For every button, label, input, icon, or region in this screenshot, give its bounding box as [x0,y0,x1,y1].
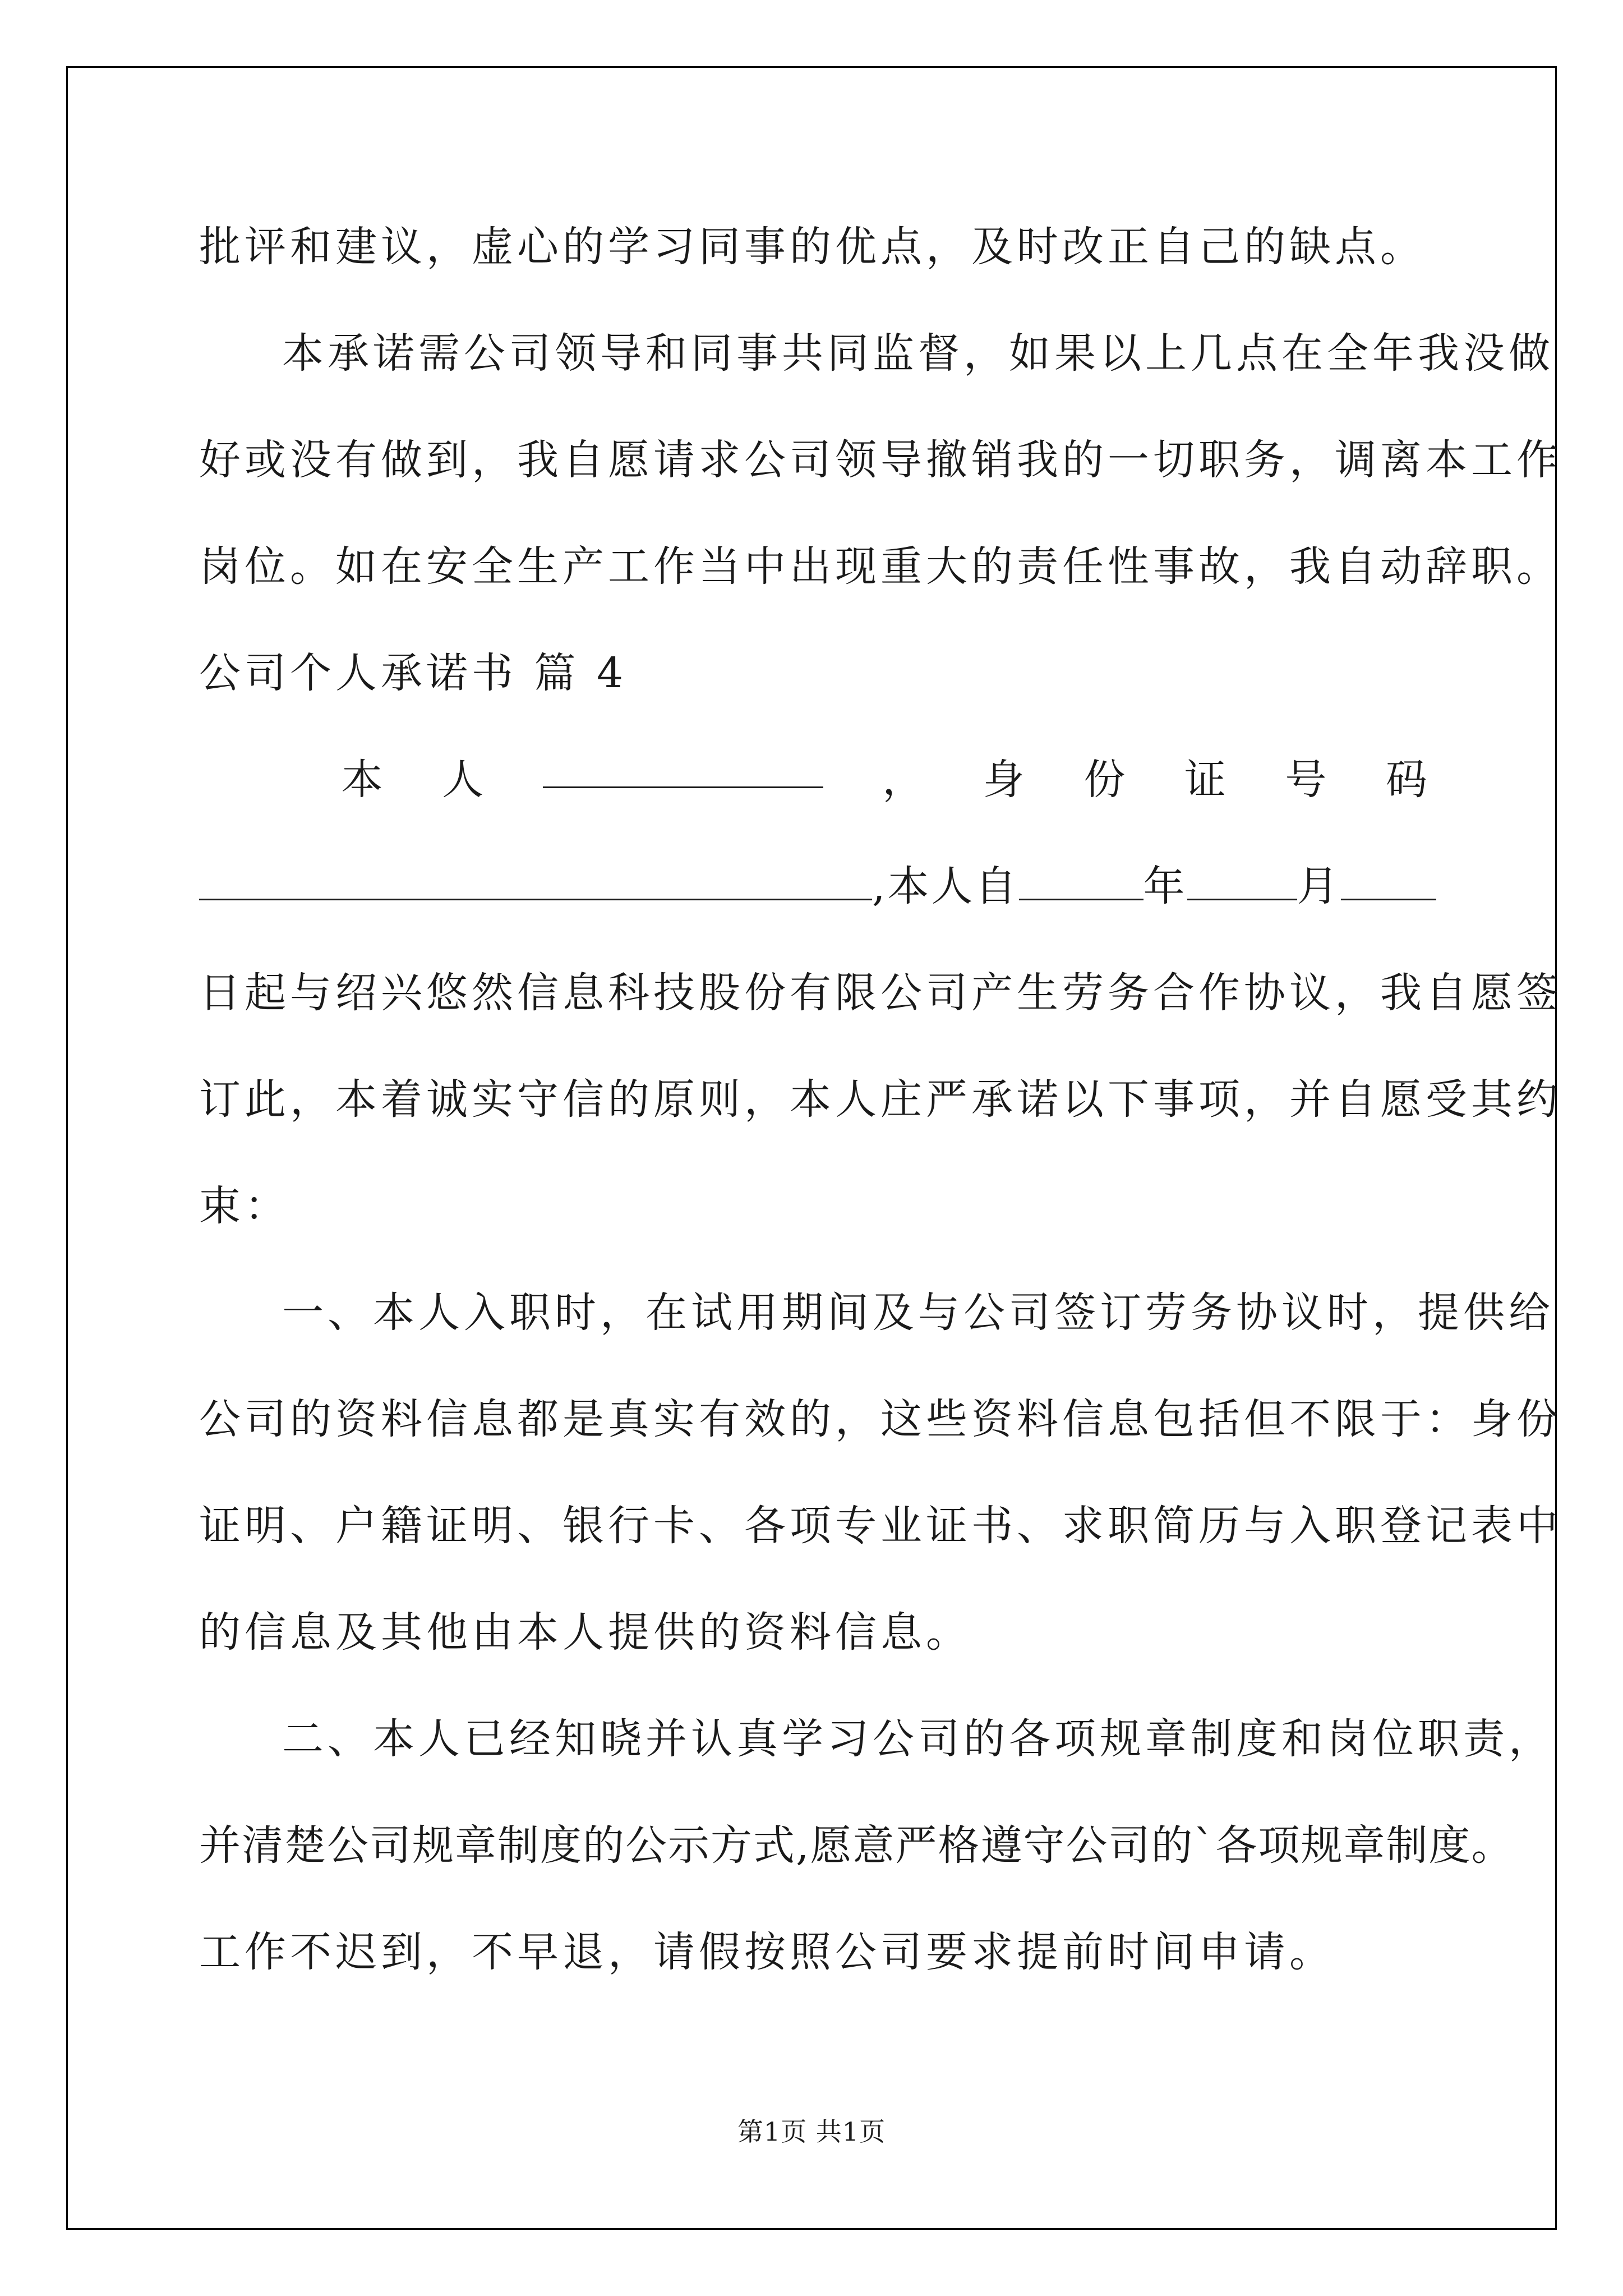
paragraph-line: 订此，本着诚实守信的原则，本人庄严承诺以下事项，并自愿受其约 [199,1075,1562,1124]
paragraph-line: 批评和建议，虚心的学习同事的优点，及时改正自己的缺点。 [199,223,1426,271]
name-blank [543,752,823,788]
page-border [66,66,1562,2230]
form-text: 人 [442,756,484,804]
form-line-date [199,858,1427,914]
indent-spacer [199,752,282,808]
page-footer: 第1页 共1页 [737,2116,886,2147]
form-text: 年 [1143,862,1187,910]
paragraph-line: 一、本人入职时，在试用期间及与公司签订劳务协议时，提供给 [282,1289,1554,1337]
paragraph-line: 二、本人已经知晓并认真学习公司的各项规章制度和岗位职责， [282,1715,1554,1763]
paragraph-line: 工作不迟到，不早退，请假按照公司要求提前时间申请。 [199,1928,1335,1976]
form-line-name-id [199,752,1427,808]
paragraph-line: 日起与绍兴悠然信息科技股份有限公司产生劳务合作协议，我自愿签 [199,969,1562,1017]
paragraph-line: 岗位。如在安全生产工作当中出现重大的责任性事故，我自动辞职。 [199,542,1562,591]
form-text: 身 [983,756,1025,804]
paragraph-line: 公司的资料信息都是真实有效的，这些资料信息包括但不限于：身份 [199,1395,1562,1443]
form-text: ,本人自 [872,862,1019,910]
form-text: ， [882,756,924,804]
paragraph-line: 证明、户籍证明、银行卡、各项专业证书、求职简历与入职登记表中 [199,1502,1562,1550]
paragraph-line: 束： [199,1182,290,1230]
paragraph-line: 本承诺需公司领导和同事共同监督，如果以上几点在全年我没做 [282,329,1554,378]
paragraph-line: 的信息及其他由本人提供的资料信息。 [199,1608,971,1657]
form-text: 码 [1385,756,1427,804]
year-blank [1019,864,1144,900]
form-text: 月 [1297,862,1341,910]
paragraph-line: 并清楚公司规章制度的公示方式,愿意严格遵守公司的`各项规章制度。 [199,1821,1514,1870]
id-number-blank [199,864,872,900]
section-heading: 公司个人承诺书 篇 4 [199,649,628,697]
form-text: 证 [1184,756,1226,804]
day-blank [1341,864,1436,900]
form-text: 份 [1083,756,1126,804]
form-text: 本 [341,756,383,804]
form-text: 号 [1285,756,1327,804]
month-blank [1187,864,1297,900]
paragraph-line: 好或没有做到，我自愿请求公司领导撤销我的一切职务，调离本工作 [199,436,1562,484]
